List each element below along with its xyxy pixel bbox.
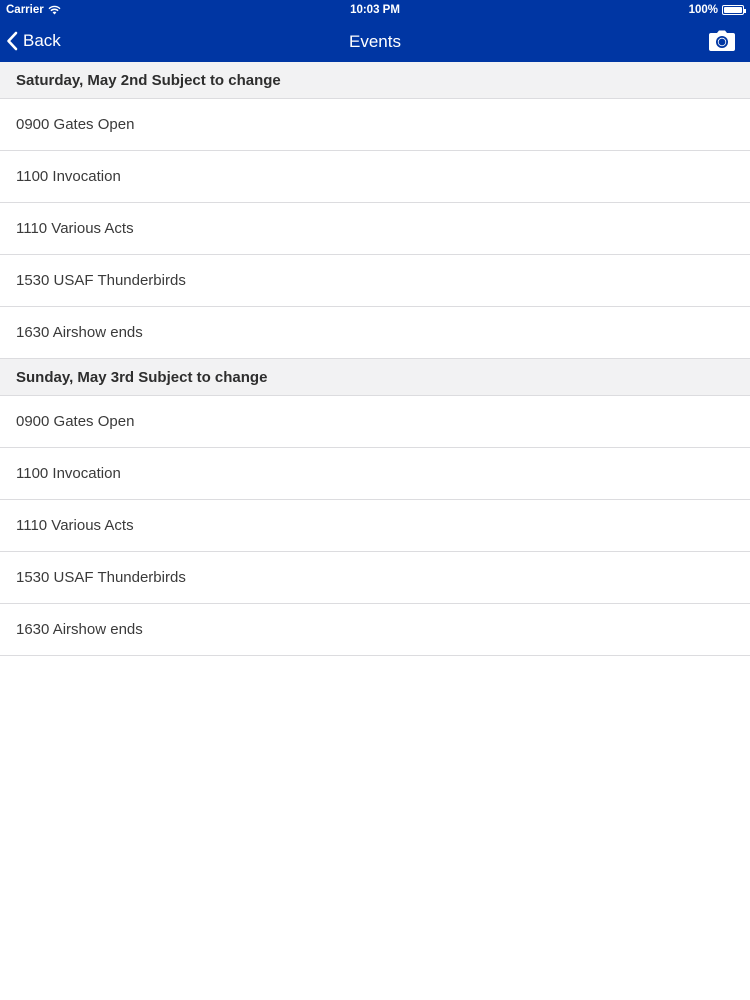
camera-button[interactable] [708,29,736,53]
list-item[interactable]: 1630 Airshow ends [0,307,750,359]
section-header: Sunday, May 3rd Subject to change [0,359,750,396]
navigation-bar [0,20,750,62]
list-item[interactable]: 0900 Gates Open [0,396,750,448]
list-item[interactable]: 1100 Invocation [0,448,750,500]
status-time: 10:03 PM [350,4,400,16]
battery-percent: 100% [688,4,718,16]
list-item[interactable]: 1100 Invocation [0,151,750,203]
list-item[interactable]: 1630 Airshow ends [0,604,750,656]
list-item[interactable]: 1110 Various Acts [0,203,750,255]
battery-icon [722,5,744,15]
list-item[interactable]: 0900 Gates Open [0,99,750,151]
camera-icon [708,29,736,53]
events-list [0,62,750,656]
list-item[interactable]: 1530 USAF Thunderbirds [0,552,750,604]
battery-indicator [689,4,744,16]
list-item[interactable]: 1530 USAF Thunderbirds [0,255,750,307]
carrier-label: Carrier [6,4,44,16]
status-bar [0,0,750,20]
list-item[interactable]: 1110 Various Acts [0,500,750,552]
back-button-label: Back [23,31,61,50]
section-header: Saturday, May 2nd Subject to change [0,62,750,99]
app-header [0,0,750,62]
page-title: Events [349,32,401,51]
